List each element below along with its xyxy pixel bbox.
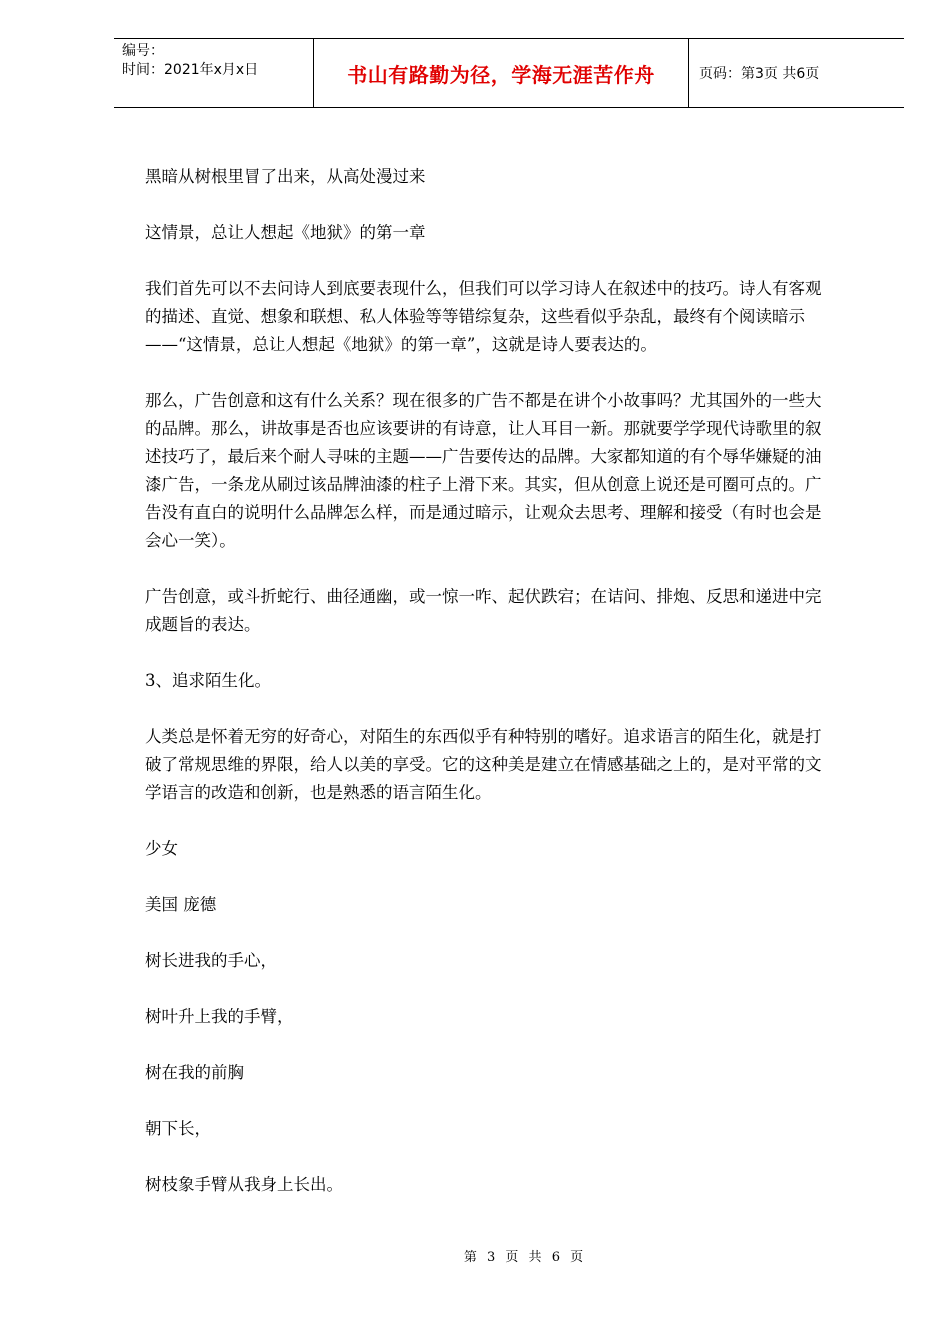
poem-line: 树枝象手臂从我身上长出。 (145, 1175, 343, 1194)
document-body (145, 163, 833, 1227)
paragraph: 这情景，总让人想起《地狱》的第一章 (145, 223, 426, 242)
header-page-info: 页码：第3页 共6页 (699, 66, 820, 82)
poem-line: 树叶升上我的手臂， (145, 1007, 294, 1026)
paragraph: 人类总是怀着无穷的好奇心，对陌生的东西似乎有种特别的嗜好。追求语言的陌生化，就是打破了常规思维的界限，给人以美的享受。它的这种美是建立在情感基础之上的，是对平常的文学语言的改造和创新，也是熟悉的语言陌生化。 (145, 727, 822, 802)
poem-line: 朝下长， (145, 1119, 211, 1138)
poem-author: 美国 庞德 (145, 895, 217, 914)
page-header (114, 38, 904, 108)
poem-line: 树长进我的手心， (145, 951, 277, 970)
section-heading: 3、追求陌生化。 (145, 671, 271, 690)
paragraph: 我们首先可以不去问诗人到底要表现什么，但我们可以学习诗人在叙述中的技巧。诗人有客观的描述、直觉、想象和联想、私人体验等等错综复杂，这些看似乎杂乱，最终有个阅读暗示——“这情景，总让人想起《地狱》的第一章”，这就是诗人要表达的。 (145, 279, 822, 354)
number-label: 编号： (122, 43, 164, 59)
page-footer: 第 3 页 共 6 页 (463, 1250, 587, 1265)
header-meta (114, 39, 314, 107)
poem-line: 树在我的前胸 (145, 1063, 244, 1082)
paragraph: 广告创意，或斗折蛇行、曲径通幽，或一惊一咋、起伏跌宕；在诘问、排炮、反思和递进中完成题旨的表达。 (145, 587, 822, 634)
paragraph: 黑暗从树根里冒了出来，从高处漫过来 (145, 167, 426, 186)
paragraph: 那么，广告创意和这有什么关系？现在很多的广告不都是在讲个小故事吗？尤其国外的一些大的品牌。那么，讲故事是否也应该要讲的有诗意，让人耳目一新。那就要学学现代诗歌里的叙述技巧了，最后来个耐人寻味的主题——广告要传达的品牌。大家都知道的有个辱华嫌疑的油漆广告，一条龙从刷过该品牌油漆的柱子上滑下来。其实，但从创意上说还是可圈可点的。广告没有直白的说明什么品牌怎么样，而是通过暗示，让观众去思考、理解和接受（有时也会是会心一笑）。 (145, 391, 822, 550)
time-label: 时间：2021年x月x日 (122, 62, 259, 78)
header-motto: 书山有路勤为径，学海无涯苦作舟 (314, 39, 689, 107)
poem-title: 少女 (145, 839, 178, 858)
